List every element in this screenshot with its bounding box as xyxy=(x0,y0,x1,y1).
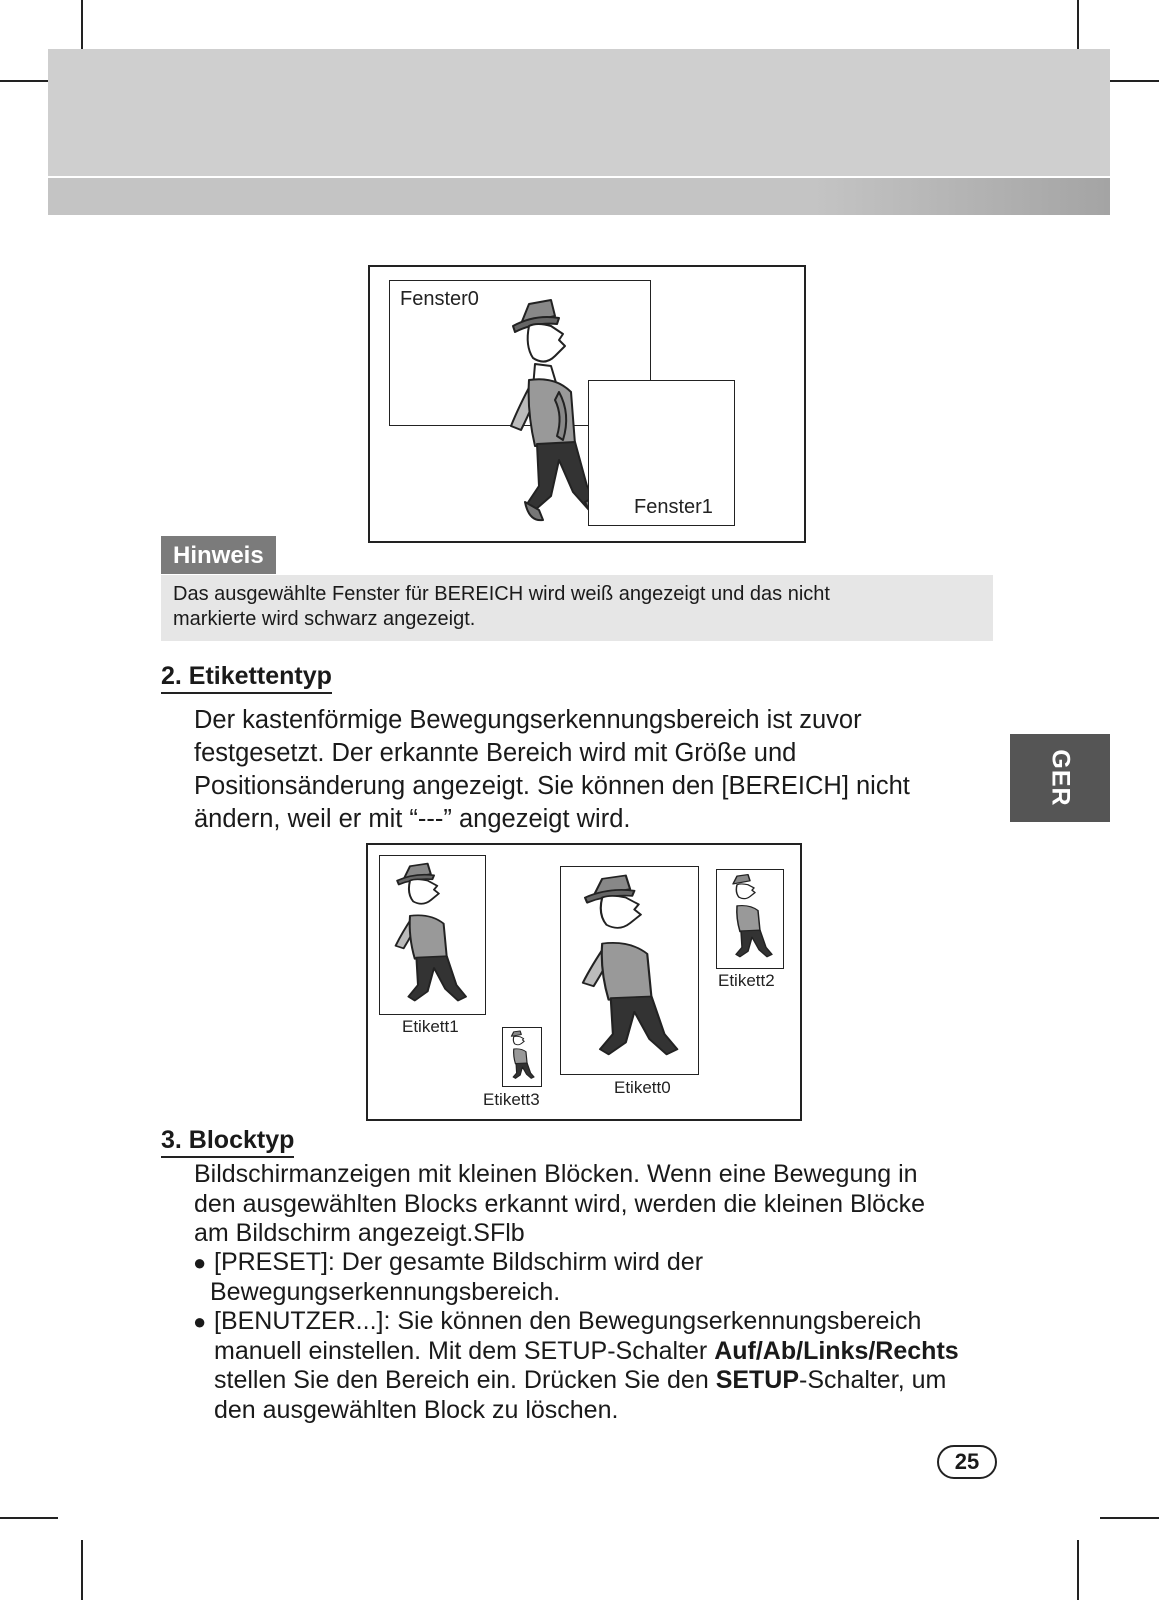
section-title: 3. Blocktyp xyxy=(161,1126,294,1158)
list-item xyxy=(193,1307,959,1425)
walking-man-figure xyxy=(386,861,474,1011)
note-text-line: markierte wird schwarz angezeigt. xyxy=(173,608,476,630)
language-tab-label: GER xyxy=(1046,749,1075,807)
label2-text: Etikett2 xyxy=(718,971,775,990)
label3-text: Etikett3 xyxy=(483,1090,540,1109)
list-item xyxy=(193,1248,703,1307)
text-segment: stellen Sie den Bereich ein. Drücken Sie den xyxy=(214,1366,716,1394)
language-tab xyxy=(1010,734,1110,822)
text-line: Bildschirmanzeigen mit kleinen Blöcken. Wenn eine Bewegung in xyxy=(194,1160,918,1188)
text-line: den ausgewählten Blocks erkannt wird, werden die kleinen Blöcke xyxy=(194,1189,925,1218)
window1-label: Fenster1 xyxy=(634,496,713,518)
note-text-line: Das ausgewählte Fenster für BEREICH wird weiß angezeigt und das nicht xyxy=(173,583,830,605)
text-line: Bewegungserkennungsbereich. xyxy=(210,1277,561,1306)
text-line xyxy=(193,1366,959,1396)
header-stripe xyxy=(48,176,1110,215)
text-line: Der kastenförmige Bewegungserkennungsbereich ist zuvor xyxy=(194,706,862,734)
walking-man-figure xyxy=(722,873,777,963)
bullet-icon: ● xyxy=(193,1309,207,1334)
text-segment: -Schalter, um xyxy=(799,1366,947,1394)
section2-text xyxy=(194,704,910,836)
text-line: [PRESET]: Der gesamte Bildschirm wird der xyxy=(214,1248,704,1276)
crop-mark xyxy=(0,1517,58,1519)
walking-man-figure xyxy=(505,1030,537,1082)
text-line xyxy=(193,1337,959,1367)
text-line: Positionsänderung angezeigt. Sie können den [BEREICH] nicht xyxy=(194,772,910,800)
label1-text: Etikett1 xyxy=(402,1017,459,1036)
bold-term: Auf/Ab/Links/Rechts xyxy=(714,1336,959,1365)
bullet-icon: ● xyxy=(193,1250,207,1275)
text-line: ändern, weil er mit “---” angezeigt wird. xyxy=(194,805,631,833)
crop-mark xyxy=(81,1540,83,1600)
note-body xyxy=(161,575,993,641)
walking-man-figure xyxy=(570,872,688,1068)
text-line: festgesetzt. Der erkannte Bereich wird mit Größe und xyxy=(194,739,797,767)
bold-term: SETUP xyxy=(715,1366,800,1394)
text-line: den ausgewählten Block zu löschen. xyxy=(214,1395,619,1424)
window0-label: Fenster0 xyxy=(400,288,479,310)
crop-mark xyxy=(1100,1517,1159,1519)
section-title: 2. Etikettentyp xyxy=(161,662,332,694)
label0-text: Etikett0 xyxy=(614,1078,671,1097)
window-figure xyxy=(368,265,806,543)
text-line: [BENUTZER...]: Sie können den Bewegungserkennungsbereich xyxy=(214,1307,922,1335)
label-figure xyxy=(366,843,802,1121)
crop-mark xyxy=(1077,1540,1079,1600)
text-segment: manuell einstellen. Mit dem SETUP-Schalter xyxy=(214,1336,715,1365)
section3-text xyxy=(194,1160,925,1249)
note-title: Hinweis xyxy=(161,536,276,574)
text-line: am Bildschirm angezeigt.SFlb xyxy=(194,1219,525,1247)
page-number: 25 xyxy=(937,1445,997,1479)
